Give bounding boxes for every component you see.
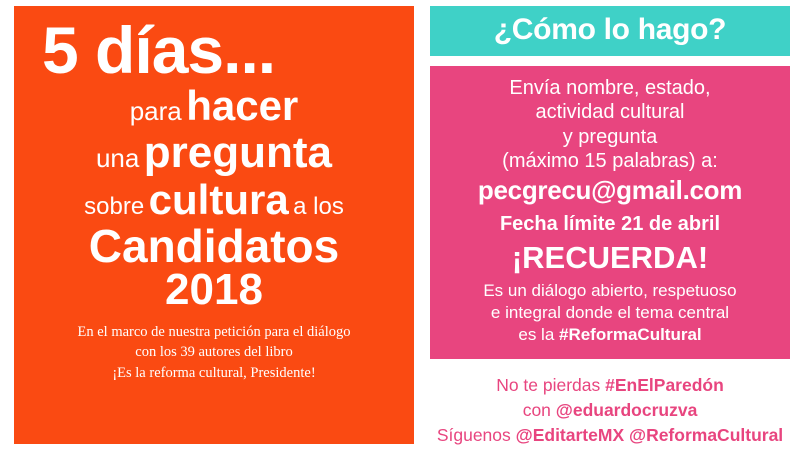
how-to-banner: ¿Cómo lo hago? [430,6,790,56]
handle-editartemx[interactable]: @EditarteMX [515,425,625,446]
word-2018: 2018 [165,264,263,314]
note-line-2: e integral donde el tema central [490,303,730,323]
instructions-line-3: y pregunta [562,125,658,148]
hashtag-en-el-paredon[interactable]: #EnElParedón [605,374,724,395]
instructions-line-1: Envía nombre, estado, [509,77,711,99]
instructions-box [430,66,790,359]
word-hacer: hacer [186,81,299,129]
headline-5-dias: 5 días... [42,13,276,87]
social-line-3 [430,423,790,448]
left-orange-panel [14,6,414,444]
headline-line-4 [24,175,404,223]
note-block [438,280,782,346]
footer-line-2: con los 39 autores del libro [135,344,293,361]
headline-line-3 [24,127,404,177]
note-line-3 [438,324,782,346]
word-candidatos: Candidatos [88,219,340,272]
footer-line-3: ¡Es la reforma cultural, Presidente! [112,364,316,381]
handle-reformacultural[interactable]: @ReformaCultural [629,425,784,446]
note-line-1: Es un diálogo abierto, respetuoso [483,281,737,301]
social-block [430,373,790,449]
remember-text: ¡RECUERDA! [511,239,709,275]
word-cultura: cultura [148,175,289,223]
hashtag-reforma-cultural[interactable]: #ReformaCultural [559,325,702,345]
word-pregunta: pregunta [143,127,333,177]
social-line-2 [430,398,790,423]
left-footer-text [24,322,404,384]
social-line-3-prefix: Síguenos [436,425,516,446]
footer-line-1: En el marco de nuestra petición para el diálogo [77,323,351,340]
social-line-1 [430,373,790,398]
word-una: una [95,142,140,173]
note-line-3-prefix: es la [518,325,559,345]
right-column [430,6,790,444]
handle-eduardocruzva[interactable]: @eduardocruzva [555,399,698,420]
instructions-line-4: (máximo 15 palabras) a: [502,150,718,173]
word-a-los: a los [293,192,344,220]
word-para: para [129,95,182,126]
social-line-2-prefix: con [522,399,556,420]
word-sobre: sobre [84,192,145,220]
deadline-text: Fecha límite 21 de abril [499,212,721,235]
instructions-line-2: actividad cultural [535,101,685,124]
social-line-1-prefix: No te pierdas [496,374,606,395]
headline-line-2 [24,81,404,129]
contact-email[interactable]: pecgrecu@gmail.com [477,174,743,205]
